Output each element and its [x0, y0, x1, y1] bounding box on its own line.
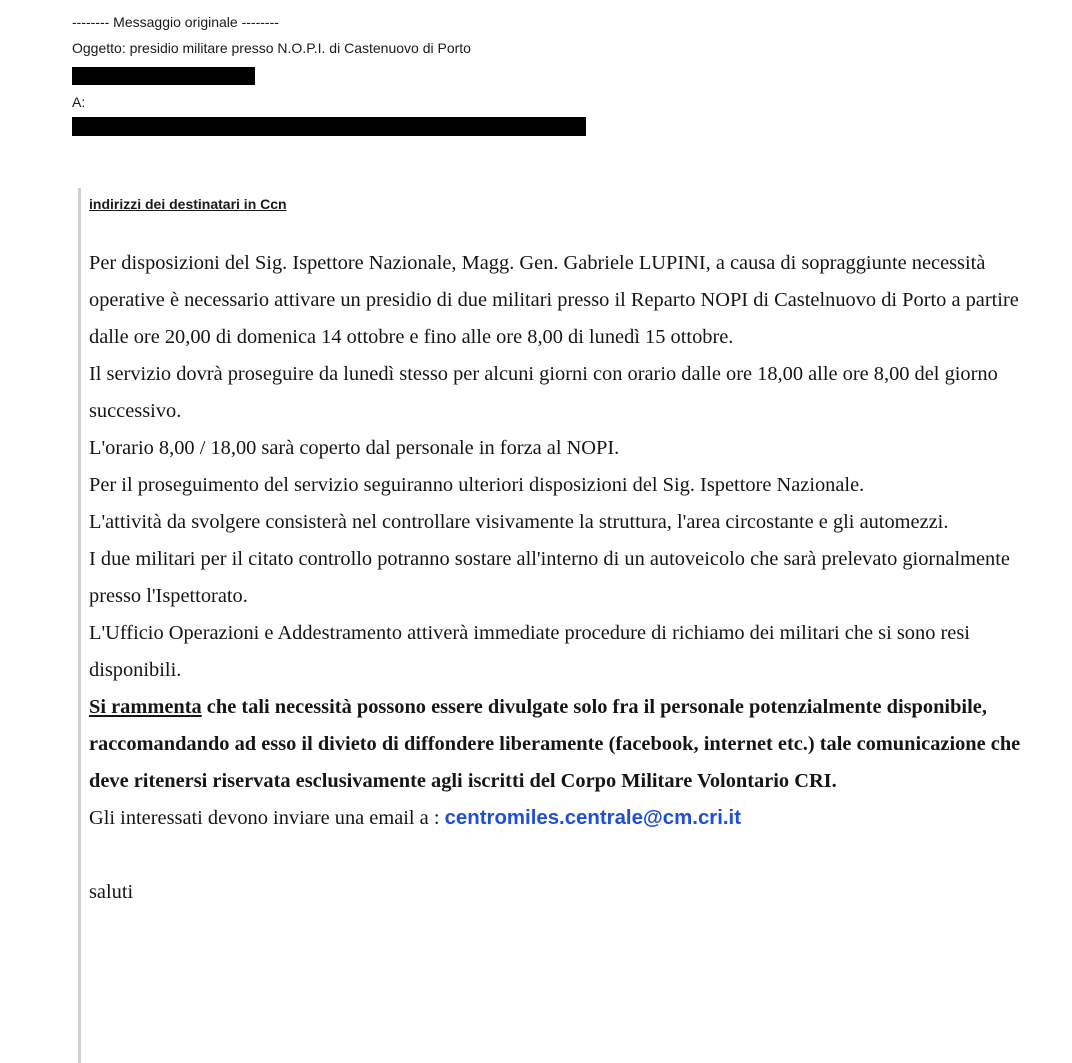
paragraph-8 [89, 689, 1049, 800]
reminder-text: che tali necessità possono essere divulgate solo fra il personale potenzialmente disponibile, raccomandando ad esso il divieto di diffondere liberamente (facebook, internet etc.) tale comunicazione che deve ritenersi riservata esclusivamente agli iscritti del Corpo Militare Volontario CRI. [89, 696, 1021, 792]
original-message-separator: -------- Messaggio originale -------- [72, 14, 279, 30]
redacted-recipients [72, 117, 586, 136]
to-label: A: [72, 94, 86, 110]
subject-line: Oggetto: presidio militare presso N.O.P.I. di Castenuovo di Porto [72, 40, 471, 56]
email-link[interactable]: centromiles.centrale@cm.cri.it [444, 807, 742, 829]
paragraph-3: L'orario 8,00 / 18,00 sarà coperto dal personale in forza al NOPI. [89, 437, 620, 459]
paragraph-9 [89, 800, 1049, 837]
paragraph-1: Per disposizioni del Sig. Ispettore Nazionale, Magg. Gen. Gabriele LUPINI, a causa di sopraggiunte necessità operative è necessario attivare un presidio di due militari presso il Reparto NOPI di Castelnuovo di Porto a partire dalle ore 20,00 di domenica 14 ottobre e fino alle ore 8,00 di lunedì 15 ottobre. [89, 252, 1019, 348]
email-instruction: Gli interessati devono inviare una email a : [89, 807, 445, 829]
paragraph-6: I due militari per il citato controllo potranno sostare all'interno di un autoveicolo che sarà prelevato giornalmente presso l'Ispettorato. [89, 548, 1010, 607]
paragraph-7: L'Ufficio Operazioni e Addestramento attiverà immediate procedure di richiamo dei militari che si sono resi disponibili. [89, 622, 970, 681]
bcc-note: indirizzi dei destinatari in Ccn [89, 196, 287, 212]
quote-bar [78, 188, 81, 1063]
message-body [89, 245, 1049, 911]
closing: saluti [89, 881, 134, 903]
reminder-underlined: Si rammenta [89, 696, 202, 718]
redacted-sender [72, 67, 255, 85]
paragraph-2: Il servizio dovrà proseguire da lunedì stesso per alcuni giorni con orario dalle ore 18,00 alle ore 8,00 del giorno successivo. [89, 363, 998, 422]
paragraph-5: L'attività da svolgere consisterà nel controllare visivamente la struttura, l'area circostante e gli automezzi. [89, 511, 949, 533]
paragraph-4: Per il proseguimento del servizio seguiranno ulteriori disposizioni del Sig. Ispettore Nazionale. [89, 474, 865, 496]
